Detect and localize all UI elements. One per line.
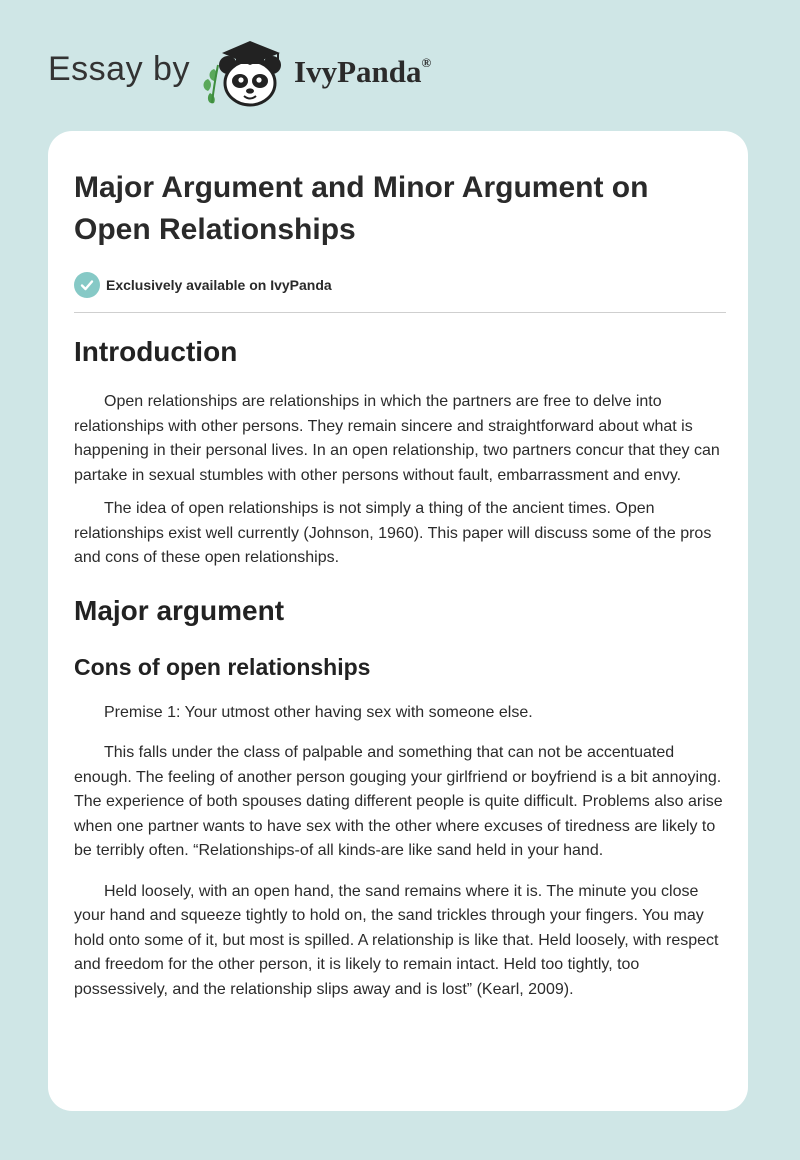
paragraph: The idea of open relationships is not simply a thing of the ancient times. Open relationships exist well currently (Johnson, 1960). This paper will discuss some of the pros and cons of these open relationships. <box>74 500 712 566</box>
subsection-heading-cons: Cons of open relationships <box>74 653 371 680</box>
essay-content <box>74 167 726 1002</box>
essay-title: Major Argument and Minor Argument on Open Relationships <box>74 171 649 246</box>
paragraph: This falls under the class of palpable and something that can not be accentuated enough. The feeling of another person gouging your girlfriend or boyfriend is a bit annoying. The experience of both spouses dating different people is quite difficult. Problems also arise when one partner wants to have sex with the other where excuses of tiredness are likely to be terribly often. “Relationships-of all kinds-are like sand held in your hand. <box>74 744 723 859</box>
paragraph: Held loosely, with an open hand, the sand remains where it is. The minute you close your hand and squeeze tightly to hold on, the sand trickles through your fingers. You may hold onto some of it, but most is spilled. A relationship is like that. Held loosely, with respect and freedom for the other person, it is likely to remain intact. Held too tightly, too possessively, and the relationship slips away and is lost” (Kearl, 2009). <box>74 882 719 998</box>
registered-mark: ® <box>421 54 432 70</box>
essay-card <box>48 131 748 1111</box>
exclusive-label: Exclusively available on IvyPanda <box>106 277 332 293</box>
brand-name[interactable]: IvyPanda® <box>294 54 432 89</box>
panda-graduate-logo-icon[interactable] <box>200 35 292 109</box>
section-heading-major-argument: Major argument <box>74 594 285 626</box>
paragraph: Open relationships are relationships in which the partners are free to delve into relationships with other persons. They remain sincere and straightforward about what is happening in their personal lives. In an open relationship, two partners concur that they can partake in sexual stumbles with other persons without fault, embarrassment and envy. <box>74 393 720 484</box>
paragraph: Premise 1: Your utmost other having sex with someone else. <box>104 703 533 721</box>
site-header <box>48 30 548 110</box>
essay-by-label: Essay by <box>48 50 190 88</box>
title-divider <box>74 312 726 313</box>
check-circle-icon <box>74 272 100 298</box>
exclusive-badge <box>74 271 726 299</box>
section-heading-introduction: Introduction <box>74 336 238 367</box>
